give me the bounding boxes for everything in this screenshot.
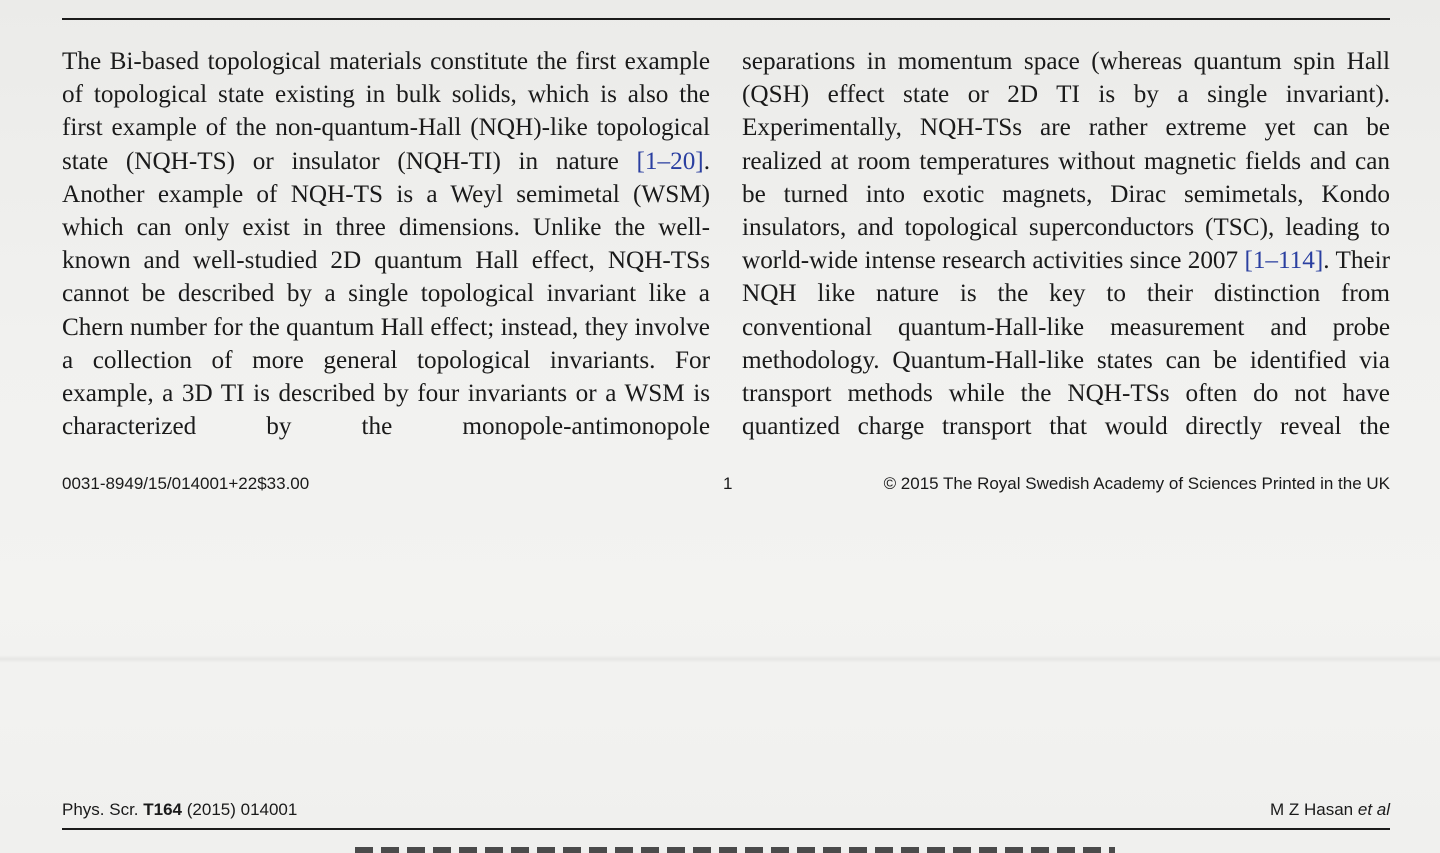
journal-year-article: (2015) 014001 [186, 800, 298, 819]
et-al: et al [1357, 800, 1390, 819]
journal-volume: T164 [143, 800, 183, 819]
left-text-1: The Bi-based topological materials constitute the first example of topological state existing in bulk solids, which is also the first example of the non-quantum-Hall (NQH)-like topological state (NQH-TS) or insulator (NQH-TI) in nature [62, 48, 710, 175]
left-text-2: . Another example of NQH-TS is a Weyl semimetal (WSM) which can only exist in three dimensions. Unlike the well-known and well-studied 2D quantum Hall effect, NQH-TSs cannot be described by a single topological invariant like a Chern number for the quantum Hall effect; instead, they involve a collection of more general topological invariants. For example, a 3D TI is described by four invariants or a WSM is characterized by the monopole-antimonopole [62, 147, 710, 441]
right-paragraph [742, 45, 1390, 443]
copyright-notice: © 2015 The Royal Swedish Academy of Sciences Printed in the UK [883, 474, 1390, 493]
page-footer [62, 474, 1390, 498]
right-column [742, 45, 1390, 443]
header-rule [62, 828, 1390, 830]
issn-code: 0031-8949/15/014001+22$33.00 [62, 474, 310, 493]
reference-link-1-114[interactable]: [1–114] [1244, 247, 1324, 275]
right-text-1: separations in momentum space (whereas quantum spin Hall (QSH) effect state or 2D TI is by a single invariant). Experimentally, NQH-TSs are rather extreme yet can be realized at room temperatures without magnetic fields and can be turned into exotic magnets, Dirac semimetals, Kondo insulators, and topological superconductors (TSC), leading to world-wide intense research activities since 2007 [742, 48, 1390, 275]
journal-name: Phys. Scr. [62, 800, 139, 819]
left-paragraph [62, 45, 710, 443]
page-number: 1 [723, 474, 733, 493]
journal-citation [62, 800, 297, 820]
page-break [0, 655, 1440, 663]
running-header [62, 800, 1390, 824]
right-text-2: . Their NQH like nature is the key to their distinction from conventional quantum-Hall-like measurement and probe methodology. Quantum-Hall-like states can be identified via transport methods while the NQH-TSs often do not have quantized charge transport that would directly reveal the [742, 247, 1390, 441]
author-credit [1270, 800, 1390, 820]
reference-link-1-20[interactable]: [1–20] [636, 147, 704, 175]
authors: M Z Hasan [1269, 800, 1354, 819]
left-column [62, 45, 710, 443]
top-rule [62, 18, 1390, 20]
cropped-section-title [355, 843, 1115, 853]
